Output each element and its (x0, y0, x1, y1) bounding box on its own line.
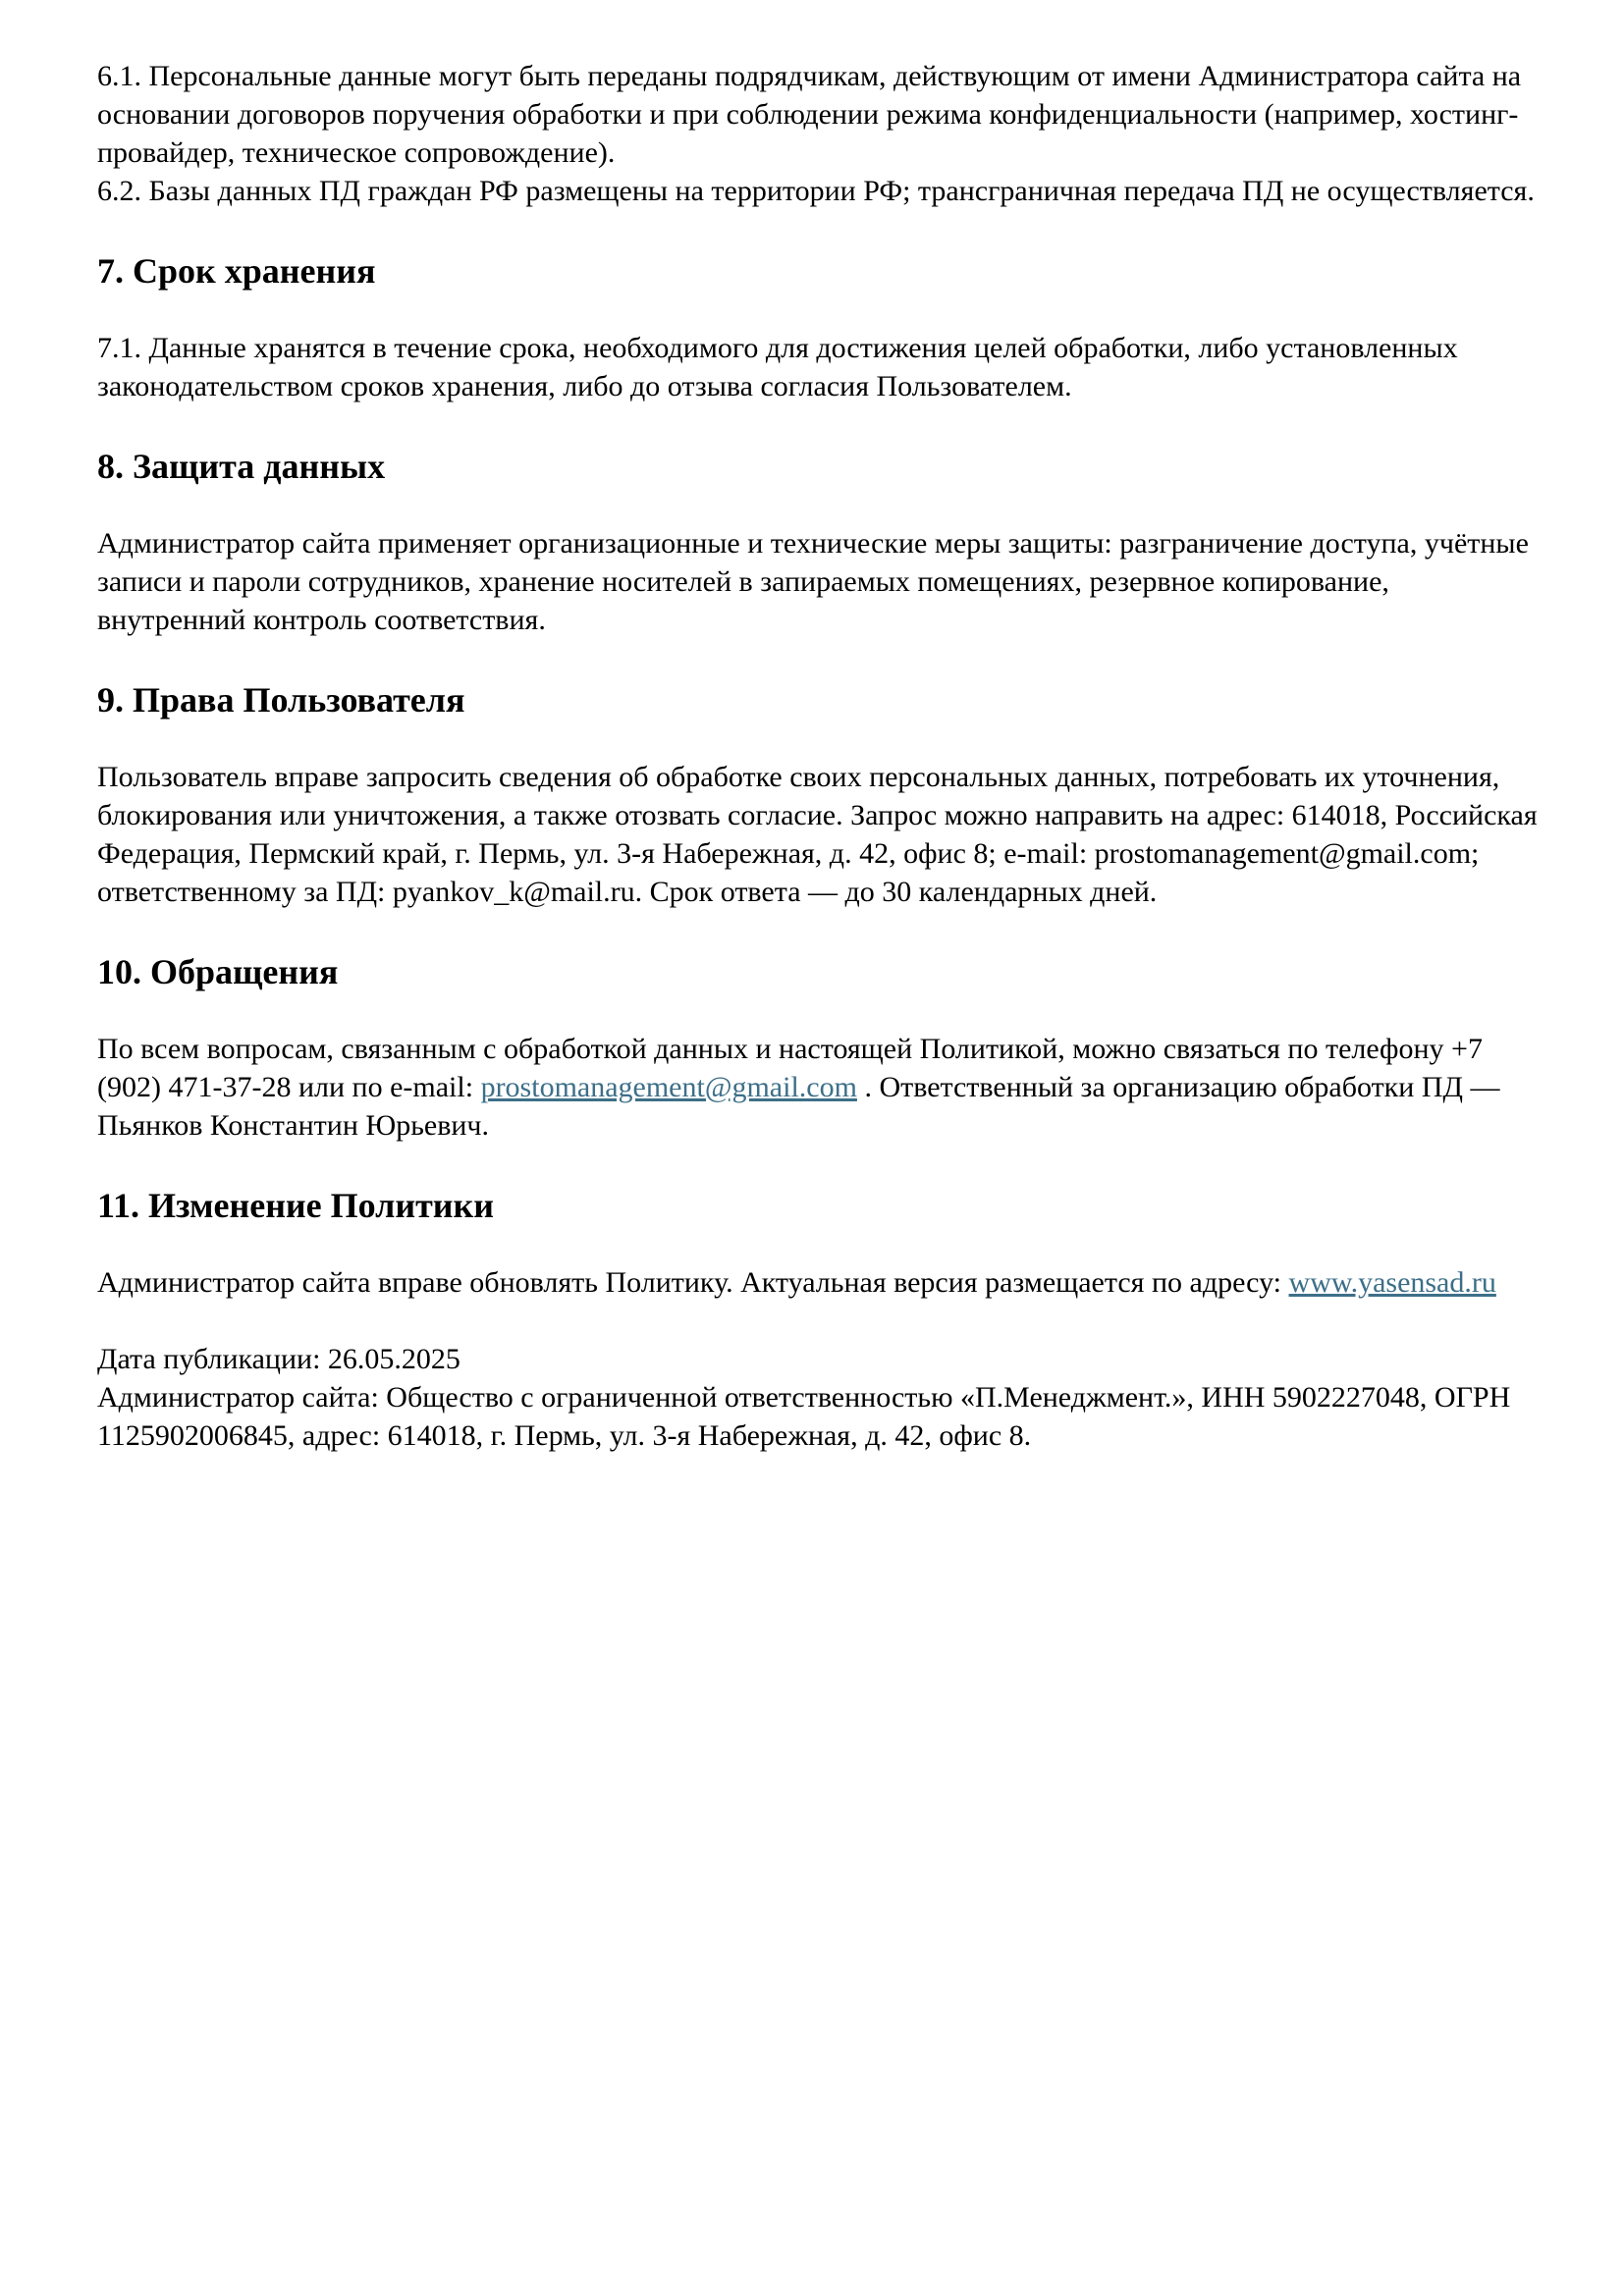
section-10-text-after: . Ответственный за организацию обработки ПД — Пьянков Константин Юрьевич. (97, 1071, 1500, 1142)
section-7-heading: 7. Срок хранения (97, 251, 376, 291)
section-11-paragraph-1 (97, 1263, 1541, 1302)
section-10-text-before: По всем вопросам, связанным с обработкой данных и настоящей Политикой, можно связаться по телефону +7 (902) 471-37-28 или по e-mail: (97, 1033, 1483, 1103)
section-9-heading: 9. Права Пользователя (97, 680, 465, 720)
section-9-paragraph-1: Пользователь вправе запросить сведения об обработке своих персональных данных, потребовать их уточнения, блокирования или уничтожения, а также отозвать согласие. Запрос можно направить на адрес: 614018, Российская Федерация, Пермский край, г. Пермь, ул. 3-я Набережная, д. 42, офис 8; e-mail: prostomanagement@gmail.com; ответственному за ПД: pyankov_k@mail.ru. Срок ответа — до 30 календарных дней. (97, 761, 1538, 908)
email-link[interactable]: prostomanagement@gmail.com (480, 1071, 857, 1103)
site-link[interactable]: www.yasensad.ru (1288, 1266, 1496, 1299)
document-page (97, 57, 1541, 1455)
section-6-paragraph-2: 6.2. Базы данных ПД граждан РФ размещены на территории РФ; трансграничная передача ПД не осуществляется. (97, 175, 1535, 207)
publication-date: Дата публикации: 26.05.2025 (97, 1343, 460, 1375)
section-10-heading: 10. Обращения (97, 952, 339, 991)
section-7-paragraph-1: 7.1. Данные хранятся в течение срока, необходимого для достижения целей обработки, либо установленных законодательством сроков хранения, либо до отзыва согласия Пользователем. (97, 332, 1458, 402)
section-10-paragraph-1 (97, 1030, 1541, 1145)
section-8-heading: 8. Защита данных (97, 447, 386, 486)
section-11-heading: 11. Изменение Политики (97, 1186, 495, 1225)
section-11-text: Администратор сайта вправе обновлять Политику. Актуальная версия размещается по адресу: (97, 1266, 1289, 1299)
site-administrator-info: Администратор сайта: Общество с ограниченной ответственностью «П.Менеджмент.», ИНН 5902227048, ОГРН 1125902006845, адрес: 614018, г. Пермь, ул. 3-я Набережная, д. 42, офис 8. (97, 1381, 1511, 1452)
section-8-paragraph-1: Администратор сайта применяет организационные и технические меры защиты: разграничение доступа, учётные записи и пароли сотрудников, хранение носителей в запираемых помещениях, резервное копирование, внутренний контроль соответствия. (97, 527, 1529, 636)
section-6-paragraph-1: 6.1. Персональные данные могут быть переданы подрядчикам, действующим от имени Администратора сайта на основании договоров поручения обработки и при соблюдении режима конфиденциальности (например, хостинг-провайдер, техническое сопровождение). (97, 60, 1522, 169)
